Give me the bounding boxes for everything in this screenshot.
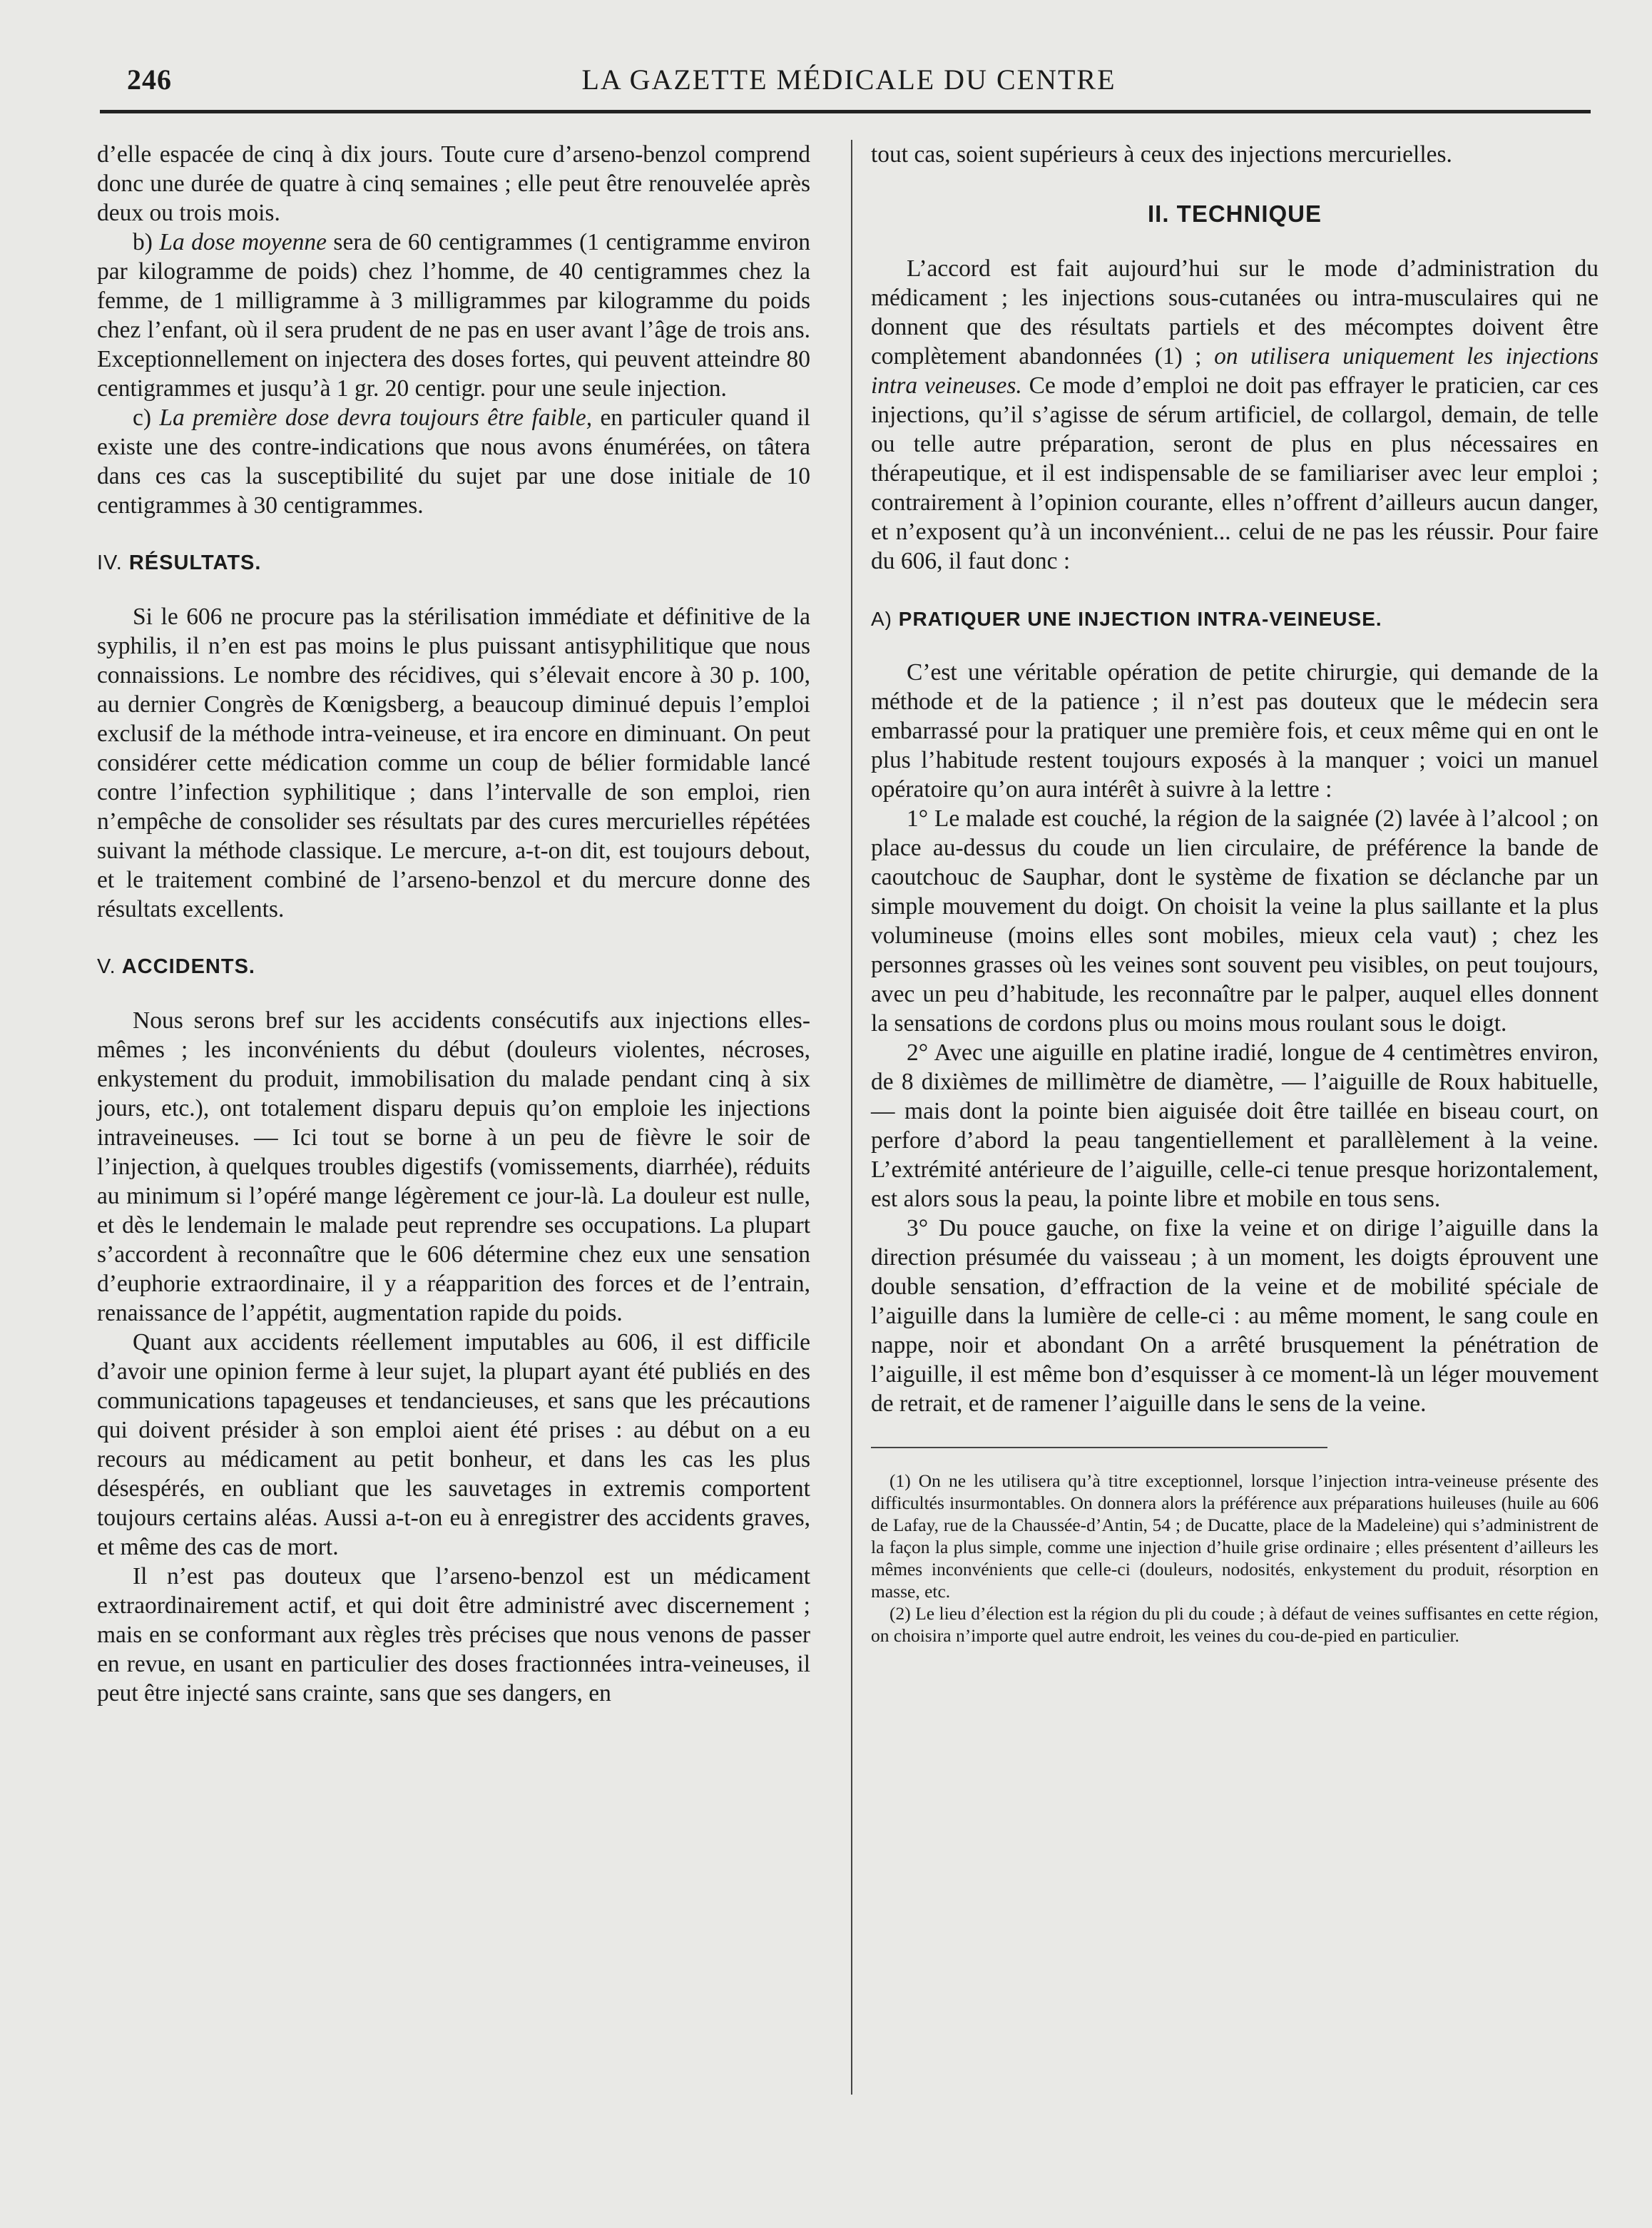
paragraph-text: Ce mode d’emploi ne doit pas effrayer le praticien, car ces injections, qu’il s’agisse de sérum artificiel, de collargol, demain, de telle ou telle autre préparation, seront de plus en plus nécessaires en thérapeutique, et il est indispensable de se familiariser avec leur emploi ; contrairement à l’opinion courante, elles n’offrent d’ailleurs aucun danger, et n’exposent qu’à un inconvénient... celui de ne pas les réussir. Pour faire du 606, il faut donc :	[871, 372, 1599, 574]
paragraph-text: en particuler quand il existe une des contre-indications que nous avons énumérées, on tâtera dans ces cas la susceptibilité du sujet par une dose initiale de 10 centigrammes à 30 centigrammes.	[97, 405, 810, 519]
section-heading-technique: II. TECHNIQUE	[1147, 200, 1322, 227]
paragraph: 3° Du pouce gauche, on fixe la veine et on dirige l’aiguille dans la direction présumée du vaisseau ; à un moment, les doigts éprouvent une double sensation, d’effraction de la veine et de mobilité spéciale de l’aiguille dans la lumière de celle-ci : au même moment, le sang coule en nappe, noir et abondant On a arrêté brusquement la pénétration de l’aiguille, il est même bon d’esquisser à ce moment-là un léger mouvement de retrait, et de ramener l’aiguille dans le sens de la veine.	[871, 1215, 1599, 1417]
paragraph: Nous serons bref sur les accidents consécutifs aux injections elles-mêmes ; les inconvénients du début (douleurs violentes, nécroses, enkystement du produit, immobilisation du malade pendant cinq à six jours, etc.), ont totalement disparu depuis qu’on emploie les injections intraveineuses. — Ici tout se borne à un peu de fièvre le soir de l’injection, à quelques troubles digestifs (vomissements, diarrhée), réduits au minimum si l’opéré mange légèrement ce jour-là. La douleur est nulle, et dès le lendemain le malade peut reprendre ses occupations. La plupart s’accordent à reconnaître que le 606 détermine chez eux une sensation d’euphorie extraordinaire, il y a réapparition des forces et de l’entrain, renaissance de l’appétit, augmentation rapide du poids.	[97, 1007, 810, 1326]
right-column	[871, 140, 1599, 1647]
subsection-title: PRATIQUER UNE INJECTION INTRA-VEINEUSE.	[898, 608, 1382, 630]
column-divider	[851, 140, 852, 2095]
paragraph: Si le 606 ne procure pas la stérilisation immédiate et définitive de la syphilis, il n’en est pas moins le plus puissant antisyphilitique que nous connaissions. Le nombre des récidives, qui s’élevait encore à 30 p. 100, au dernier Congrès de Kœnigsberg, a beaucoup diminué depuis l’emploi exclusif de la méthode intra-veineuse, et ira encore en diminuant. On peut considérer cette médication comme un coup de bélier formidable lancé contre l’infection syphilitique ; dans l’intervalle de son emploi, rien n’empêche de consolider ses résultats par des cures mercurielles répétées suivant la méthode classique. Le mercure, a-t-on dit, est toujours debout, et le traitement combiné de l’arseno-benzol et du mercure donne des résultats excellents.	[97, 604, 810, 922]
paragraph: d’elle espacée de cinq à dix jours. Toute cure d’arseno-benzol comprend donc une durée de quatre à cinq semaines ; elle peut être renouvelée après deux ou trois mois.	[97, 141, 810, 226]
paragraph	[97, 228, 810, 403]
paragraph: C’est une véritable opération de petite chirurgie, qui demande de la méthode et de la patience ; il n’est pas douteux que le médecin sera embarrassé pour la pratiquer une première fois, et ceux même qui en ont le plus l’habitude restent toujours exposés à la manquer ; voici un manuel opératoire qu’on aura intérêt à suivre à la lettre :	[871, 659, 1599, 803]
emphasis: La première dose devra toujours être faible,	[159, 405, 593, 431]
footnotes	[871, 1470, 1599, 1647]
paragraph-text: sera de 60 centigrammes (1 centigramme environ par kilogramme de poids) chez l’homme, de 40 centigrammes chez la femme, de 1 milligramme à 3 milligrammes par kilogramme du poids chez l’enfant, où il sera prudent de ne pas en user avant l’âge de trois ans. Exceptionnellement on injectera des doses fortes, qui peuvent atteindre 80 centigrammes et jusqu’à 1 gr. 20 centigr. pour une seule injection.	[97, 229, 811, 402]
subsection-heading-injection	[871, 604, 1599, 634]
header-rule	[100, 110, 1591, 113]
section-heading-accidents	[97, 952, 810, 982]
left-column	[97, 140, 810, 1708]
section-title: ACCIDENTS.	[121, 955, 255, 978]
item-letter: c)	[133, 405, 160, 431]
section-title: RÉSULTATS.	[128, 551, 262, 574]
item-letter: b)	[133, 229, 160, 255]
emphasis: La dose moyenne	[159, 229, 327, 255]
emphasis: on utilisera uniquement les injections intra veineuses.	[871, 343, 1599, 399]
paragraph: 2° Avec une aiguille en platine iradié, longue de 4 centimètres environ, de 8 dixièmes de millimètre de diamètre, — l’aiguille de Roux habituelle, — mais dont la pointe bien aiguisée doit être taillée en biseau court, on perfore d’abord la peau tangentiellement et parallèlement à la veine. L’extrémité antérieure de l’aiguille, celle-ci tenue presque horizontalement, est alors sous la peau, la pointe libre et mobile en tous sens.	[871, 1039, 1599, 1212]
footnote-rule	[871, 1447, 1327, 1448]
page-number: 246	[127, 63, 172, 96]
paragraph: 1° Le malade est couché, la région de la saignée (2) lavée à l’alcool ; on place au-dessus du coude un lien circulaire, de préférence la bande de caoutchouc de Sauphar, dont le système de fixation se déclanche par un simple mouvement du doigt. On choisit la veine la plus saillante et la plus volumineuse (moins elles sont mobiles, mieux cela vaut) ; chez les personnes grasses où les veines sont souvent peu visibles, on peut toujours, avec un peu d’habitude, les reconnaître par le palper, auquel elles donnent la sensations de cordons plus ou moins mous roulant sous le doigt.	[871, 805, 1599, 1037]
running-header	[107, 63, 1591, 106]
paragraph: tout cas, soient supérieurs à ceux des injections mercurielles.	[871, 141, 1452, 168]
footnote-2: (2) Le lieu d’élection est la région du pli du coude ; à défaut de veines suffisantes en cette région, on choisira n’importe quel autre endroit, les veines du cou-de-pied en particulier.	[871, 1603, 1599, 1646]
paragraph	[97, 403, 810, 520]
paragraph: Quant aux accidents réellement imputables au 606, il est difficile d’avoir une opinion ferme à leur sujet, la plupart ayant été publiés en des communications tapageuses et tendancieuses, et sans que les précautions qui doivent présider à son emploi aient été prises : au début on a eu recours au médicament au petit bonheur, et dans les cas les plus désespérés, en oubliant que les sauvetages in extremis comportent toujours certains aléas. Aussi a-t-on eu à enregistrer des accidents graves, et même des cas de mort.	[97, 1329, 810, 1560]
section-number: V.	[97, 955, 116, 978]
footnote-1: (1) On ne les utilisera qu’à titre exceptionnel, lorsque l’injection intra-veineuse présente des difficultés insurmontables. On donnera alors la préférence aux préparations huileuses (huile au 606 de Lafay, rue de la Chaussée-d’Antin, 54 ; de Ducatte, place de la Madeleine) qui s’administrent de la façon la plus simple, comme une injection d’huile grise ordinaire ; elles présentent d’ailleurs les mêmes inconvénients que celle-ci (douleurs, nodosités, enkystement du produit, résorption en masse, etc.	[871, 1470, 1599, 1602]
paragraph	[871, 254, 1599, 576]
journal-title: LA GAZETTE MÉDICALE DU CENTRE	[581, 63, 1116, 96]
section-number: IV.	[97, 551, 123, 574]
subsection-letter: A)	[871, 608, 892, 630]
paragraph: Il n’est pas douteux que l’arseno-benzol est un médicament extraordinairement actif, et qui doit être administré avec discernement ; mais en se conformant aux règles très précises que nous venons de passer en revue, en usant en particulier des doses fractionnées intra-veineuses, il peut être injecté sans crainte, sans que ses dangers, en	[97, 1563, 810, 1706]
paragraph-text: L’accord est fait aujourd’hui sur le mode d’administration du médicament ; les injections sous-cutanées ou intra-musculaires qui ne donnent que des résultats partiels et des mécomptes doivent être complètement abandonnées (1) ;	[871, 255, 1599, 370]
section-heading-results	[97, 549, 810, 578]
